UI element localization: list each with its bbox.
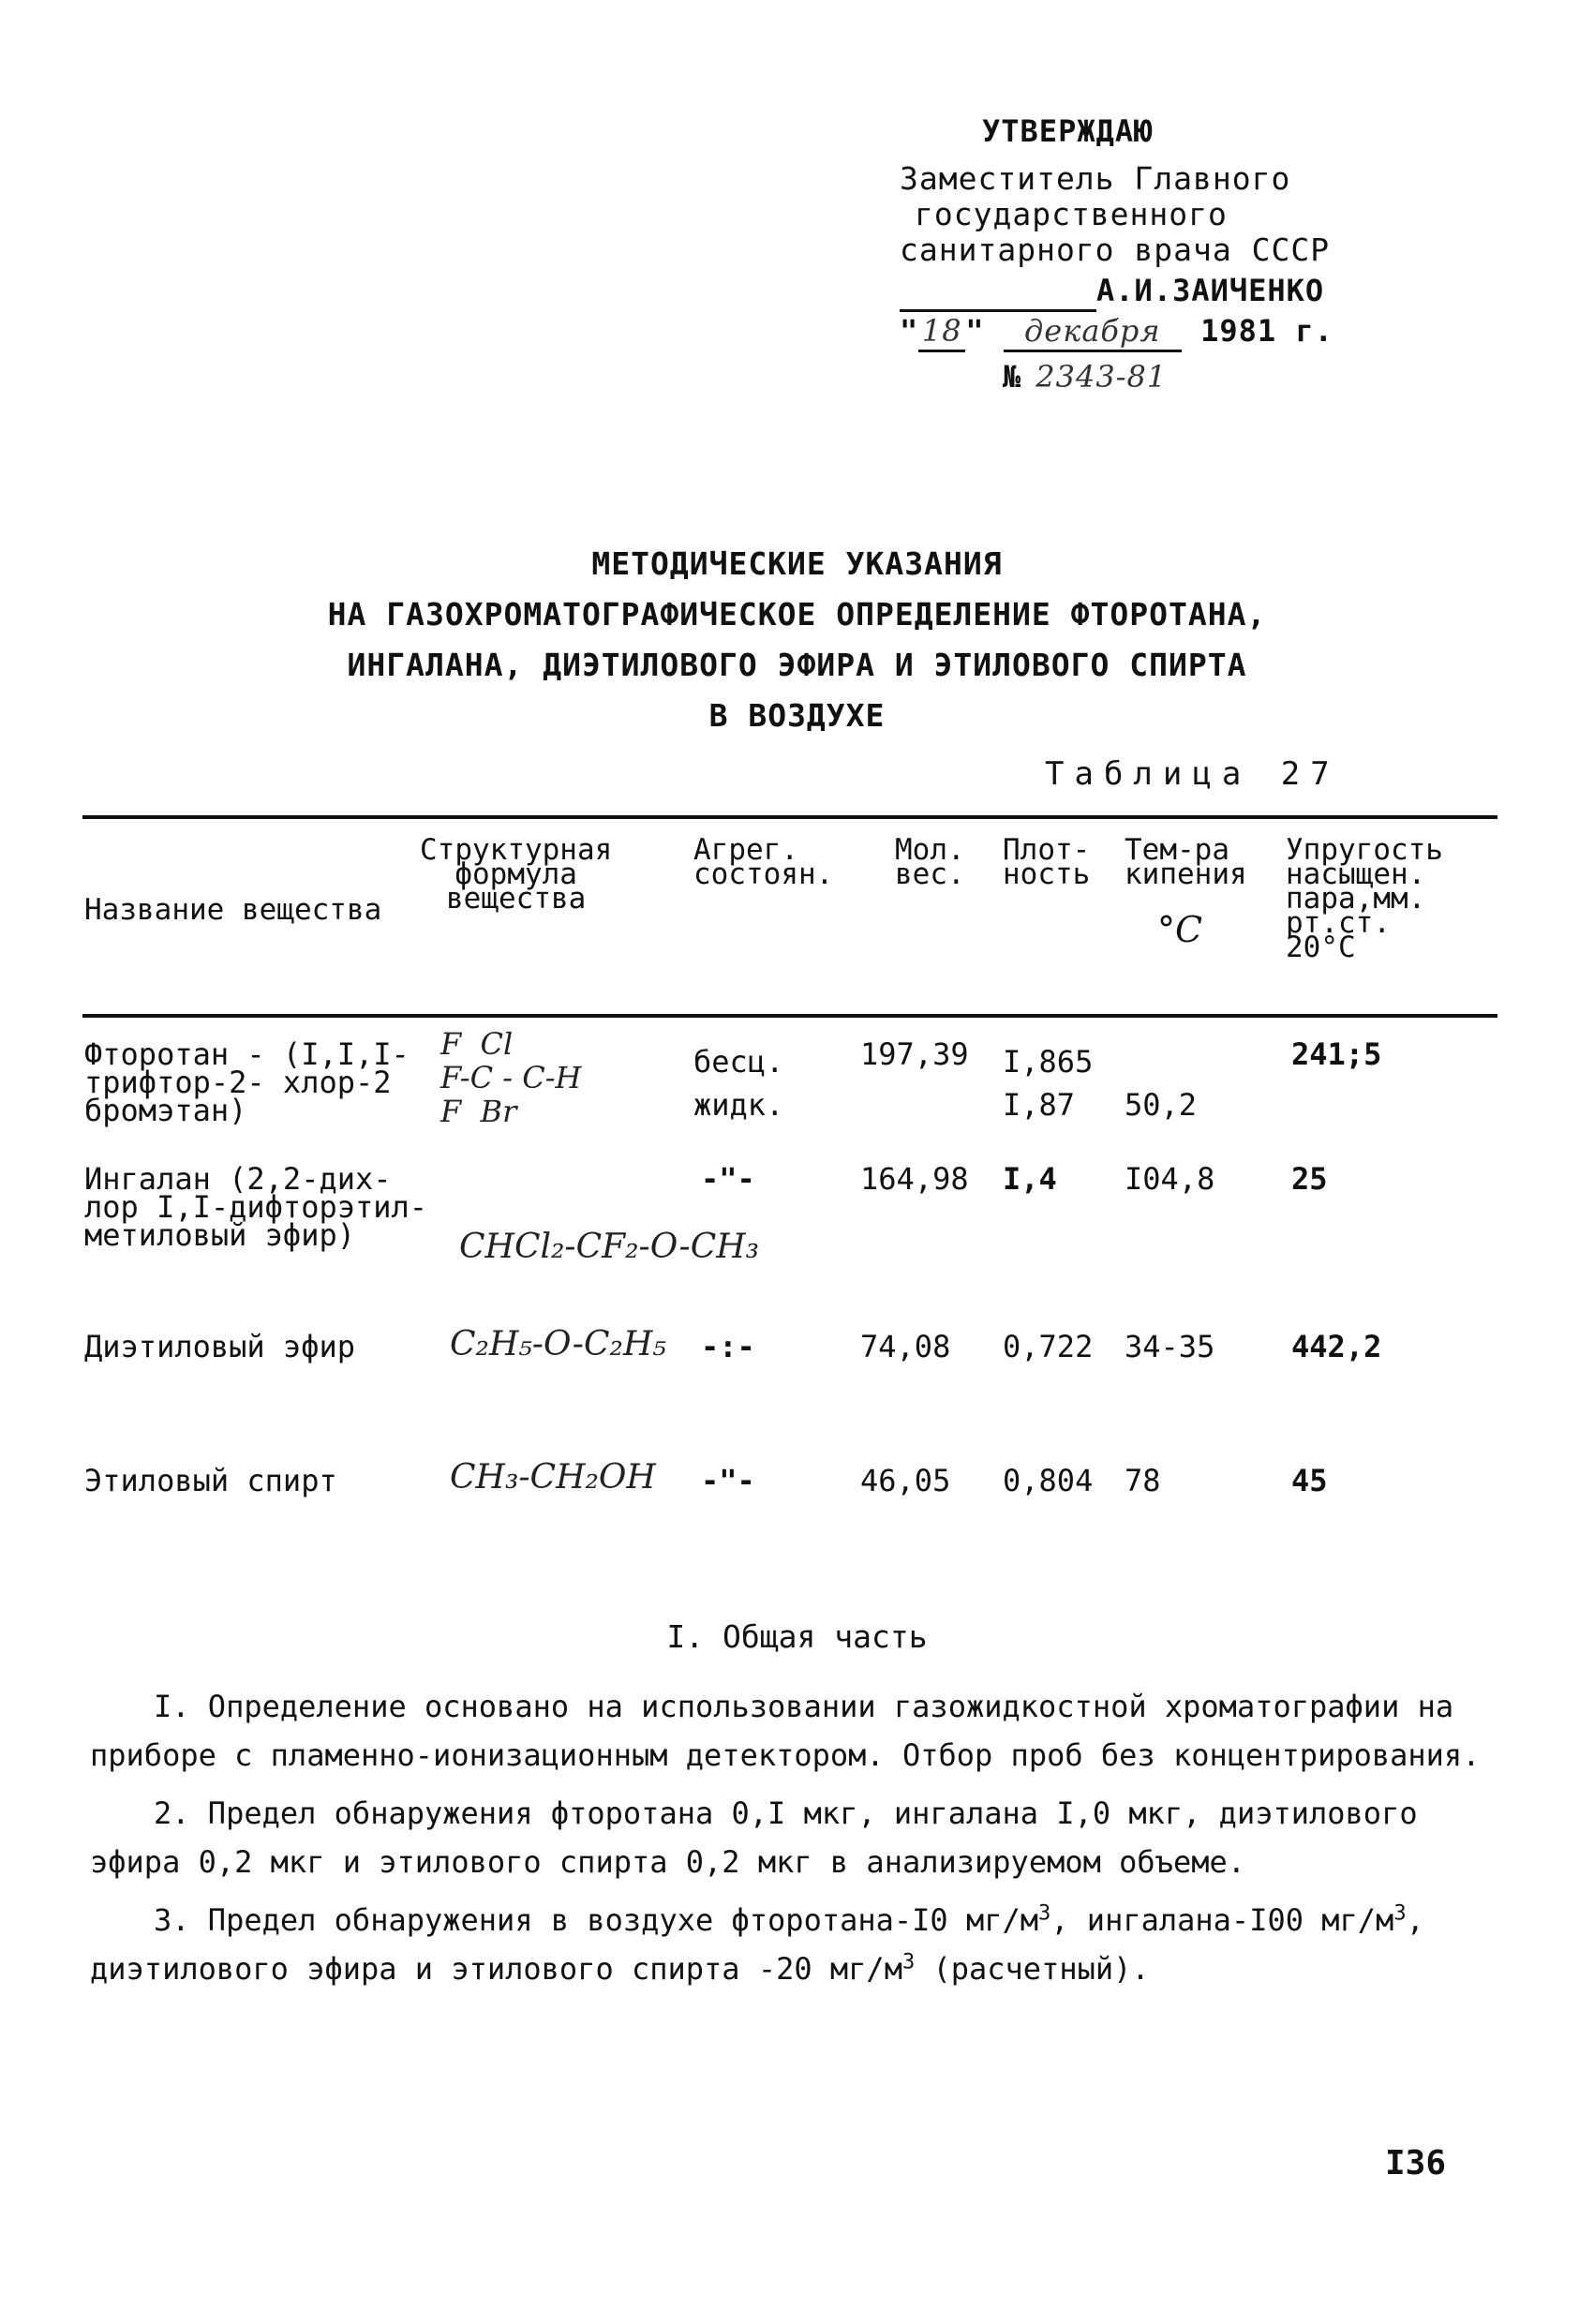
row-2-formula: CHCl₂-CF₂-O-CH₃ [459, 1228, 760, 1266]
row-1-formula: F Cl F-C - C-H F Br [440, 1026, 582, 1129]
header-boiling-unit: °C [1157, 909, 1203, 950]
row-2-boiling: I04,8 [1125, 1161, 1215, 1197]
row-4-mol: 46,05 [860, 1463, 951, 1498]
header-density: Плот- ность [1003, 833, 1091, 891]
row-3-formula: C₂H₅-O-C₂H₅ [450, 1325, 666, 1363]
table-top-rule [82, 815, 1497, 819]
header-formula: Структурная формула вещества [420, 833, 613, 916]
paragraph-2: 2. Предел обнаружения фторотана 0,I мкг, ингалана I,0 мкг, диэтилового эфира 0,2 мкг и этилового спирта 0,2 мкг в анализируемом объеме. [90, 1795, 1418, 1880]
title-line-4: В ВОЗДУХЕ [708, 697, 886, 734]
row-3-boiling: 34-35 [1125, 1329, 1215, 1364]
paragraph-1: I. Определение основано на использовании газожидкостной хроматографии на приборе с пламенно-ионизационным детектором. Отбор проб без концентрирования. [90, 1689, 1481, 1773]
row-4-formula: CH₃-CH₂OH [450, 1458, 656, 1497]
row-3-state: -:- [701, 1329, 755, 1364]
row-4-name: Этиловый спирт [84, 1463, 337, 1498]
approval-number [1003, 358, 1333, 395]
row-4-state: -"- [701, 1463, 755, 1498]
section-heading: I. Общая часть [666, 1618, 928, 1655]
row-3-density: 0,722 [1003, 1329, 1094, 1364]
row-1-density: I,865 I,87 [1003, 1044, 1094, 1123]
paragraph-3: 3. Предел обнаружения в воздухе фторотана-I0 $мг/м^3$, ингалана-I00 $мг/м^3$, диэтилового эфира и этилового спирта -20 $мг/м^3$ (расчетный). [90, 1901, 1424, 1987]
number-prefix: № [1003, 359, 1022, 395]
header-state: Агрег. состоян. [693, 833, 834, 891]
approval-position-1: Заместитель Главного [900, 160, 1291, 197]
row-4-density: 0,804 [1003, 1463, 1094, 1498]
row-2-density: I,4 [1003, 1161, 1057, 1197]
row-1-pressure: 241;5 [1291, 1036, 1382, 1072]
row-3-pressure: 442,2 [1291, 1329, 1382, 1364]
document-title [0, 539, 1594, 741]
header-mol: Мол. вес. [895, 833, 965, 891]
date-year: 1981 г. [1200, 313, 1333, 349]
handwritten-signature [900, 272, 1096, 312]
title-line-3: ИНГАЛАНА, ДИЭТИЛОВОГО ЭФИРА И ЭТИЛОВОГО СПИРТА [347, 647, 1247, 683]
approver-name: А.И.ЗАИЧЕНКО [1096, 273, 1325, 308]
title-line-1: МЕТОДИЧЕСКИЕ УКАЗАНИЯ [591, 545, 1003, 582]
number-value: 2343-81 [1035, 359, 1168, 395]
row-1-state: бесц. жидк. [693, 1044, 784, 1123]
date-month: декабря [1004, 312, 1182, 352]
row-2-pressure: 25 [1291, 1161, 1328, 1197]
row-3-name: Диэтиловый эфир [84, 1329, 355, 1364]
row-1-boiling: 50,2 [1125, 1087, 1198, 1123]
header-boiling: Тем-ра кипения [1125, 833, 1247, 891]
row-2-state: -"- [701, 1161, 755, 1197]
title-line-2: НА ГАЗОХРОМАТОГРАФИЧЕСКОЕ ОПРЕДЕЛЕНИЕ ФТОРОТАНА, [327, 596, 1267, 633]
page-number: I36 [1385, 2144, 1447, 2182]
table-caption: Таблица 27 [1045, 755, 1340, 793]
row-2-name: Ингалан (2,2-дих- лор I,I-дифторэтил- метиловый эфир) [84, 1161, 428, 1253]
signature-line [900, 272, 1333, 312]
body-text [90, 1682, 1496, 2003]
table-header-rule [82, 1014, 1497, 1018]
date-day: 18 [918, 312, 965, 352]
approval-position-2: государственного [915, 196, 1228, 232]
approval-position-3: санитарного врача СССР [900, 231, 1331, 268]
header-name: Название вещества [84, 893, 382, 927]
row-3-mol: 74,08 [860, 1329, 951, 1364]
approval-block [900, 112, 1333, 395]
approval-heading: УТВЕРЖДАЮ [982, 113, 1154, 149]
row-2-mol: 164,98 [860, 1161, 969, 1197]
header-pressure: Упругость насыщен. пара,мм. рт.ст. 20°C [1286, 833, 1443, 964]
approval-date: " 18 " декабря 1981 г. [900, 312, 1333, 352]
row-4-pressure: 45 [1291, 1463, 1328, 1498]
row-4-boiling: 78 [1125, 1463, 1161, 1498]
row-1-name: Фторотан - (I,I,I- трифтор-2- хлор-2 бромэтан) [84, 1036, 410, 1128]
row-1-mol: 197,39 [860, 1036, 969, 1072]
